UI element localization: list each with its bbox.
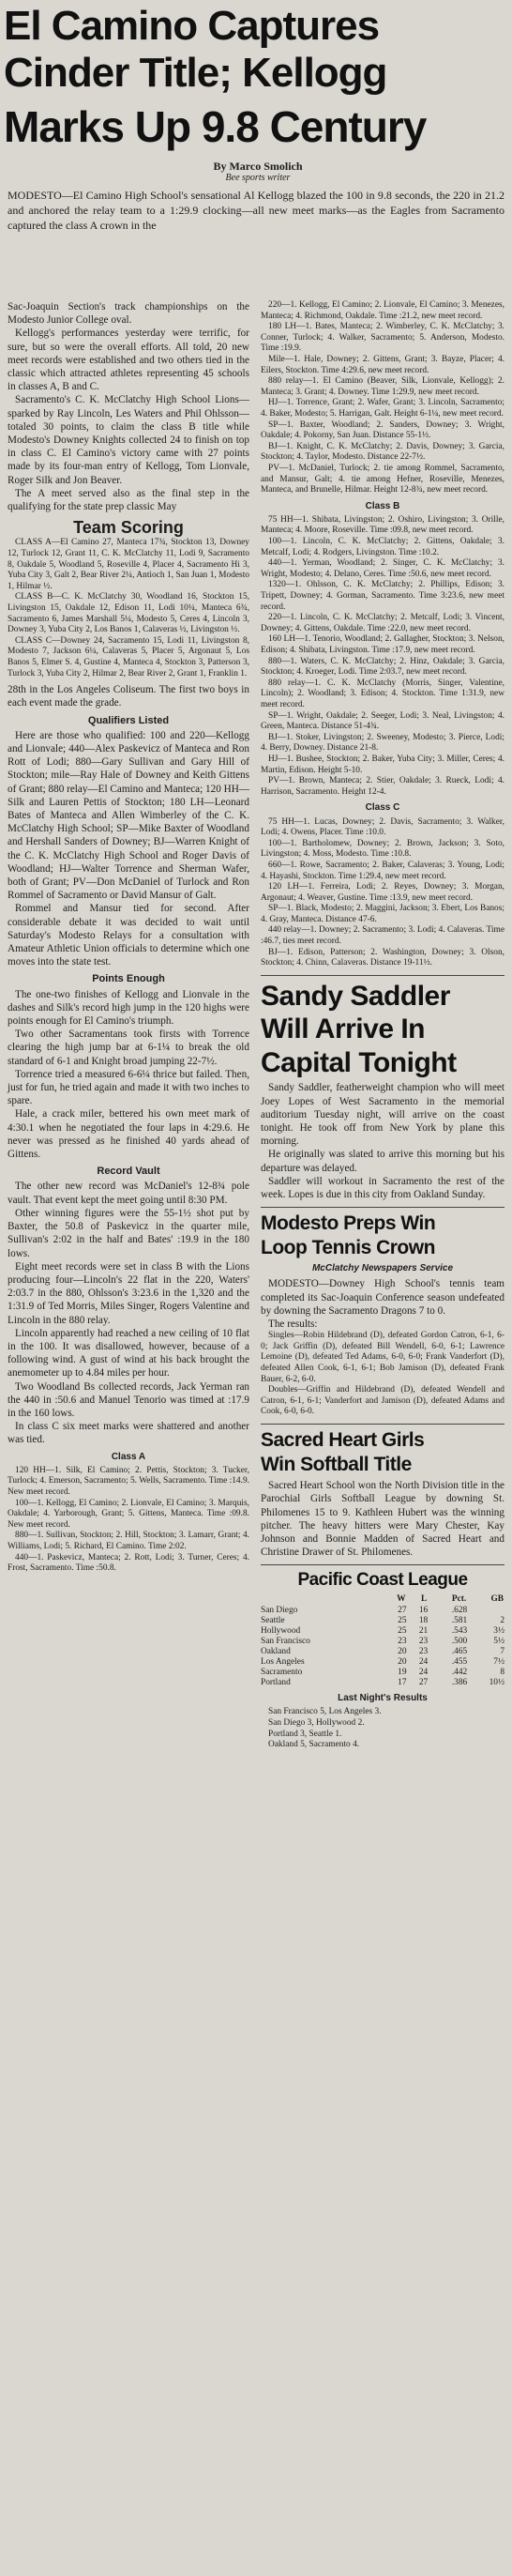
standings-cell: .628: [451, 1606, 468, 1616]
story-paragraph: Sacramento's C. K. McClatchy High School Lions—sparked by Ray Lincoln, Les Waters and Phil Ohlsson—totaled 30 points, to claim the class B title while Modesto's Downey Knights collected 24 to finish on top in class C. El Camino's victory came with 27 points made by its four-man entry of Kellogg, Tom Lionvale, Roger Silk and Jon Beaver.: [8, 394, 249, 486]
standings-cell: 23: [418, 1647, 429, 1657]
result-line: 660—1. Rowe, Sacramento; 2. Baker, Calaveras; 3. Young, Lodi; 4. Hayashi, Stockton. Time 1:29.4, new meet record.: [261, 860, 504, 881]
result-line: HJ—1. Torrence, Grant; 2. Wafer, Grant; 3. Lincoln, Sacramento; 4. Baker, Modesto; 5. Harrigan, Galt. Height 6-1¼, new meet record.: [261, 398, 504, 419]
result-line: 100—1. Lincoln, C. K. McClatchy; 2. Gittens, Oakdale; 3. Metcalf, Lodi; 4. Rodgers, Livingston. Time :10.2.: [261, 537, 504, 557]
standings-cell: 16: [418, 1606, 429, 1616]
team-name: Sacramento: [261, 1668, 303, 1678]
standings-header-row: [261, 1593, 504, 1606]
standings-header: GB: [490, 1594, 504, 1605]
standings-cell: 20: [398, 1657, 407, 1668]
standings-cell: [467, 1606, 504, 1616]
result-line: 75 HH—1. Shibata, Livingston; 2. Oshiro, Livingston; 3. Orille, Manteca; 4. Moore, Roseville. Time :09.8, new meet record.: [261, 514, 504, 536]
result-line: 440 relay—1. Downey; 2. Sacramento; 3. Lodi; 4. Calaveras. Time :46.7, ties meet record.: [261, 925, 504, 947]
softball-headline-1: Sacred Heart Girls: [261, 1429, 425, 1452]
result-line: 120 HH—1. Silk, El Camino; 2. Pettis, Stockton; 3. Tucker, Turlock; 4. Emerson, Sacramento; 5. Wells, Sacramento. Time :14.9. New meet record.: [8, 1465, 249, 1497]
standings-table: [261, 1593, 504, 1688]
standings-cell: 5½: [493, 1637, 504, 1647]
standings-cell: 23: [418, 1637, 429, 1647]
standings-cell: 21: [418, 1626, 429, 1637]
standings-cell: 19: [398, 1668, 407, 1678]
standings-cell: .500: [451, 1637, 468, 1647]
team-name: San Francisco: [261, 1637, 310, 1647]
standings-cell: 25: [398, 1626, 407, 1637]
result-line: HJ—1. Bushee, Stockton; 2. Baker, Yuba City; 3. Miller, Ceres; 4. Martin, Edison. Height 5-10.: [261, 754, 504, 775]
tennis-headline-2: Loop Tennis Crown: [261, 1237, 435, 1259]
result-line: SP—1. Black, Modesto; 2. Maggini, Jackson; 3. Ebert, Los Banos; 4. Gray, Manteca. Distance 47-6.: [261, 904, 504, 924]
result-line: 120 LH—1. Ferreira, Lodi; 2. Reyes, Downey; 3. Morgan, Argonaut; 4. Weaver, Gustine. Time :13.9, new meet record.: [261, 882, 504, 903]
result-line: 880—1. Sullivan, Stockton; 2. Hill, Stockton; 3. Lamarr, Grant; 4. Williams, Lodi; 5. Richard, El Camino. Time 2:02.: [8, 1531, 249, 1551]
team-name: San Diego: [261, 1606, 298, 1616]
team-scoring-class-b: CLASS B—C. K. McClatchy 30, Woodland 16, Stockton 15, Livingston 15, Oakdale 12, Edison 11, Lodi 10¼, Manteca 6¾, Sacramento 6, James Marshall 5¼, Modesto 5, Ceres 4, Lincoln 3, Downey 3, Yuba City 2, Los Banos 1, Calaveras ½, Livingston ½.: [8, 592, 249, 635]
standings-header: L: [420, 1594, 428, 1605]
subhead-class-c-results: Class C: [365, 802, 400, 814]
result-line: Doubles—Griffin and Hildebrand (D), defeated Wendell and Catron, 6-1, 6-1; Vanderfort and Jamison (D), defeated Adams and Cook, 6-0, 6-0.: [261, 1385, 504, 1417]
story-paragraph: Eight meet records were set in class B with the Lions producing four—Lincoln's 22 flat in the 220, Waters' 2:03.7 in the 880, Ohlsson's 3:23.6 in the 1,320 and the 1:31.9 of Ted Morris, Miles Singer, Rogers Valentine and Lincoln in the 880 relay.: [8, 1260, 249, 1326]
result-line: 220—1. Lincoln, C. K. McClatchy; 2. Metcalf, Lodi; 3. Vincent, Downey; 4. Gittens, Oakdale. Time :22.0, new meet record.: [261, 613, 504, 633]
game-result: Portland 3, Seattle 1.: [268, 1729, 342, 1739]
standings-cell: 24: [418, 1668, 429, 1678]
result-line: 75 HH—1. Lucas, Downey; 2. Davis, Sacramento; 3. Walker, Lodi; 4. Owens, Placer. Time :10.0.: [261, 816, 504, 838]
standings-cell: 8: [500, 1668, 504, 1678]
standings-cell: 17: [398, 1678, 407, 1688]
standings-cell: 7½: [493, 1657, 504, 1668]
standings-cell: 25: [398, 1616, 407, 1626]
standings-header: W: [397, 1594, 406, 1605]
team-name: Hollywood: [261, 1626, 301, 1637]
story-paragraph: Two Woodland Bs collected records, Jack Yerman ran the 440 in :50.6 and Manuel Tenorio was timed at :17.9 in the 160 lows.: [8, 1380, 249, 1419]
story-paragraph: He originally was slated to arrive this morning but his departure was delayed.: [261, 1149, 504, 1174]
story-column-left: [8, 300, 249, 1575]
standings-cell: .442: [451, 1668, 468, 1678]
subhead-record-vault: Record Vault: [97, 1166, 160, 1178]
headline-line-3: Marks Up 9.8 Century: [4, 102, 427, 151]
game-result: San Diego 3, Hollywood 2.: [268, 1718, 365, 1729]
standings-row: [261, 1657, 504, 1668]
standings-cell: .581: [451, 1616, 468, 1626]
result-line: 100—1. Bartholomew, Downey; 2. Brown, Jackson; 3. Soto, Livingston; 4. Moss, Modesto. Time :10.8.: [261, 838, 504, 860]
divider: [261, 1207, 504, 1208]
standings-cell: .465: [451, 1647, 468, 1657]
divider: [261, 975, 504, 976]
divider: [261, 1564, 504, 1565]
divider: [261, 1424, 504, 1425]
story-paragraph: 28th in the Los Angeles Coliseum. The first two boys in each event made the grade.: [8, 684, 249, 709]
standings-row: [261, 1626, 504, 1637]
result-line: Singles—Robin Hildebrand (D), defeated Gordon Catron, 6-1, 6-0; Jack Griffin (D), defeated Bill Wendell, 6-0, 6-1; Lawrence Lemoine (D), defeated Ted Adams, 6-0, 6-0; Frank Vanderfort (D), defeated Allen Cook, 6-1, 6-1; Bob Jamison (D), defeated Frank Bauer, 6-2, 6-0.: [261, 1331, 504, 1384]
story-paragraph: Torrence tried a measured 6-6¼ thrice but failed. Then, just for fun, he tried again and made it with two inches to spare.: [8, 1068, 249, 1107]
game-result: San Francisco 5, Los Angeles 3.: [268, 1707, 382, 1717]
tennis-headline-1: Modesto Preps Win: [261, 1212, 436, 1235]
saddler-headline-1: Sandy Saddler: [261, 980, 450, 1012]
result-line: 880 relay—1. El Camino (Beaver, Silk, Lionvale, Kellogg); 2. Manteca; 3. Grant; 4. Downey. Time 1:29.9, new meet record.: [261, 376, 504, 397]
standings-row: [261, 1616, 504, 1626]
story-paragraph: Other winning figures were the 55-1½ shot put by Baxter, the 50.8 of Paskevicz in the quarter mile, Sullivan's 2:02 in the half and Bates' :19.9 in the 180 lows.: [8, 1207, 249, 1259]
standings-cell: 20: [398, 1647, 407, 1657]
standings-cell: 27: [418, 1678, 429, 1688]
story-paragraph: Kellogg's performances yesterday were terrific, for sure, but so were the overall efforts. All told, 20 new meet records were established and two others tied in the classic which attracted athletes representing 45 schools in classes A, B and C.: [8, 328, 249, 393]
story-paragraph: The results:: [268, 1318, 318, 1331]
pcl-standings: [261, 1571, 504, 1751]
standings-header: Pct.: [451, 1594, 467, 1605]
result-line: 440—1. Yerman, Woodland; 2. Singer, C. K. McClatchy; 3. Wright, Modesto; 4. Delano, Ceres. Time :50.6, new meet record.: [261, 558, 504, 579]
story-paragraph: Here are those who qualified: 100 and 220—Kellogg and Lionvale; 440—Alex Paskevicz of Manteca and Ron Rott of Lodi; 880—Gary Sullivan and Gary Hill of Stockton; mile—Ray Hale of Downey and Keith Gittens of Grant; 880 relay—El Camino and Manteca; 120 HH—Silk and Lauren Pettis of Stockton; 180 LH—Leonard Bates of Manteca and Allen Wimberley of the C. K. McClatchy High School; SP—Mike Baxter of Woodland and Hershall Sanders of Downey; BJ—Warren Knight of the C. K. McClatchy High School and Roger Davis of Woodland; HJ—Walter Torrence and Sherman Wafer, both of Grant; PV—Don McDaniel of Turlock and Ron Rommel of Sacramento or David Mansur of Galt.: [8, 729, 249, 902]
result-line: SP—1. Wright, Oakdale; 2. Seeger, Lodi; 3. Neal, Livingston; 4. Green, Manteca. Distance 51-4¾.: [261, 710, 504, 732]
result-line: BJ—1. Edison, Patterson; 2. Washington, Downey; 3. Olson, Stockton; 4. Chinn, Calaveras. Distance 19-11½.: [261, 947, 504, 968]
story-paragraph: Saddler will workout in Sacramento the rest of the week. Lopes is due in this city from Oakland Sunday.: [261, 1175, 504, 1200]
result-line: BJ—1. Knight, C. K. McClatchy; 2. Davis, Downey; 3. Garcia, Stockton; 4. Taylor, Modesto. Distance 22-7½.: [261, 441, 504, 463]
story-paragraph: Rommel and Mansur tied for second. After considerable debate it was decided to wait until Saturday's Modesto Relays for a consultation with Amateur Athletic Union officials to determine which one moves into the state test.: [8, 903, 249, 968]
game-result: Oakland 5, Sacramento 4.: [268, 1740, 360, 1750]
standings-cell: 10½: [489, 1678, 504, 1688]
standings-cell: 24: [418, 1657, 429, 1668]
results-subhead: Last Night's Results: [338, 1693, 428, 1704]
result-line: 180 LH—1. Bates, Manteca; 2. Wimberley, C. K. McClatchy; 3. Conner, Turlock; 4. Walker, Sacramento; 5. Anderson, Modesto. Time :19.9.: [261, 322, 504, 354]
team-name: Oakland: [261, 1647, 291, 1657]
result-line: PV—1. McDaniel, Turlock; 2. tie among Rommel, Sacramento, and Mansur, Galt; 4. tie among Hefner, Roseville, Menezes, Manteca, and Brunelle, Hilmar. Height 12-8¾, new meet record.: [261, 463, 504, 495]
standings-header: [261, 1593, 381, 1606]
result-line: 440—1. Paskevicz, Manteca; 2. Rott, Lodi; 3. Turner, Ceres; 4. Frost, Sacramento. Time :50.8.: [8, 1552, 249, 1574]
story-paragraph: Hale, a crack miler, bettered his own meet mark of 4:30.1 when he negotiated the four laps in 4:29.6. He never was pressed as he finished 40 yards ahead of Gittens.: [8, 1108, 249, 1161]
result-line: PV—1. Brown, Manteca; 2. Stier, Oakdale; 3. Rueck, Lodi; 4. Harrison, Sacramento. Height 12-4.: [261, 776, 504, 797]
standings-cell: 3½: [493, 1626, 504, 1637]
result-line: 1320—1. Ohlsson, C. K. McClatchy; 2. Phillips, Edison; 3. Tripett, Downey; 4. Gorman, Sacramento. Time 3:23.6, new meet record.: [261, 580, 504, 612]
subhead-points-enough: Points Enough: [92, 973, 165, 985]
standings-cell: .386: [451, 1678, 468, 1688]
story-paragraph: Sacred Heart School won the North Division title in the Parochial Girls Softball League by downing St. Philomenes 15 to 9. Kathleen Hubert was the winning pitcher. The heavy hitters were Mary Chester, Kay Johnson and Bonnie Madden of Sacred Heart and Christine Drawer of St. Philomenes.: [261, 1480, 504, 1559]
headline-line-2: Cinder Title; Kellogg: [4, 50, 387, 96]
byline-role: Bee sports writer: [225, 173, 291, 183]
result-line: 160 LH—1. Tenorio, Woodland; 2. Gallagher, Stockton; 3. Nelson, Edison; 4. Shibata, Livingston. Time :17.9, new meet record.: [261, 634, 504, 656]
standings-row: [261, 1647, 504, 1657]
team-name: Seattle: [261, 1616, 285, 1626]
softball-headline-2: Win Softball Title: [261, 1454, 412, 1476]
team-scoring-class-c: CLASS C—Downey 24, Sacramento 15, Lodi 11, Livingston 8, Modesto 7, Jackson 6¼, Calaveras 5, Placer 5, Argonaut 5, Los Banos 5, Elmer S. 4, Gustine 4, Manteca 4, Stockton 3, Patterson 3, Turlock 3, Yuba City 2, Hilmar 2, Bear River 2, Grant 1, Franklin 1.: [8, 635, 249, 678]
tennis-service-line: McClatchy Newspapers Service: [311, 1263, 454, 1274]
result-line: 100—1. Kellogg, El Camino; 2. Lionvale, El Camino; 3. Marquis, Oakdale; 4. Yarborough, Grant; 5. Gittens, Manteca. Time :09.8. New meet record.: [8, 1498, 249, 1530]
story-paragraph: MODESTO—Downey High School's tennis team completed its Sac-Joaquin Conference season undefeated by downing the Sacramento Dragons 7 to 0.: [261, 1278, 504, 1317]
story-paragraph: The other new record was McDaniel's 12-8¾ pole vault. That event kept the meet going until 8:30 PM.: [8, 1181, 249, 1206]
tennis-story: [261, 1213, 504, 1418]
standings-row: [261, 1678, 504, 1688]
saddler-headline-3: Capital Tonight: [261, 1046, 457, 1078]
pcl-headline: Pacific Coast League: [297, 1570, 468, 1591]
saddler-headline-2: Will Arrive In: [261, 1014, 425, 1045]
standings-body: [261, 1606, 504, 1688]
standings-cell: 23: [398, 1637, 407, 1647]
story-paragraph: Sandy Saddler, featherweight champion who will meet Joey Lopes of West Sacramento in the memorial auditorium Tuesday night, will arrive on the coast tonight. He took off from New York by plane this morning.: [261, 1082, 504, 1148]
standings-cell: 18: [418, 1616, 429, 1626]
story-lede: MODESTO—El Camino High School's sensational Al Kellogg blazed the 100 in 9.8 seconds, the 220 in 21.2 and anchored the relay team to a 1:29.9 clocking—all new meet marks—as the Eagles from Sacramento captured the class A crown in the: [8, 189, 504, 232]
standings-row: [261, 1637, 504, 1647]
result-line: Mile—1. Hale, Downey; 2. Gittens, Grant; 3. Bayze, Placer; 4. Eilers, Stockton. Time 4:29.6, new meet record.: [261, 354, 504, 375]
game-results: [261, 1707, 504, 1750]
story-paragraph: Two other Sacramentans took firsts with Torrence clearing the high jump bar at 6-1¼ to break the old standard of 6-1 and Knight broad jumping 22-7½.: [8, 1029, 249, 1067]
standings-cell: 27: [398, 1606, 407, 1616]
team-name: Portland: [261, 1678, 291, 1688]
standings-row: [261, 1606, 504, 1616]
story-paragraph: The one-two finishes of Kellogg and Lionvale in the dashes and Silk's record high jump in the 120 highs were points enough for El Camino's triumph.: [8, 988, 249, 1028]
result-line: 220—1. Kellogg, El Camino; 2. Lionvale, El Camino; 3. Menezes, Manteca; 4. Richmond, Oakdale. Time :21.2, new meet record.: [261, 300, 504, 321]
story-paragraph: In class C six meet marks were shattered and another was tied.: [8, 1421, 249, 1446]
subhead-qualifiers: Qualifiers Listed: [87, 714, 170, 726]
story-paragraph: The A meet served also as the final step in the qualifying for the state prep classic May: [8, 487, 249, 513]
headline-line-1: El Camino Captures: [4, 3, 380, 49]
softball-story: [261, 1430, 504, 1559]
result-line: SP—1. Baxter, Woodland; 2. Sanders, Downey; 3. Wright, Oakdale; 4. Pokorny, San Juan. Distance 55-1½.: [261, 419, 504, 441]
subhead-class-b-results: Class B: [365, 500, 400, 511]
results-class-a-b: [261, 300, 504, 969]
result-line: 880 relay—1. C. K. McClatchy (Morris, Singer, Valentine, Lincoln); 2. Woodland; 3. Edison; 4. Stockton. Time 1:31.9, new meet record.: [261, 678, 504, 709]
standings-cell: .543: [451, 1626, 468, 1637]
standings-cell: .455: [451, 1657, 468, 1668]
story-column-right: [261, 300, 504, 1751]
result-line: 880—1. Waters, C. K. McClatchy; 2. Hinz, Oakdale; 3. Garcia, Stockton; 4. Kroeger, Lodi. Time 2:03.7, new meet record.: [261, 656, 504, 678]
team-name: Los Angeles: [261, 1657, 305, 1668]
subhead-team-scoring: Team Scoring: [73, 518, 184, 538]
standings-cell: 7: [500, 1647, 504, 1657]
standings-cell: 2: [500, 1616, 504, 1626]
subhead-class-a-results: Class A: [111, 1451, 146, 1462]
story-paragraph: Sac-Joaquin Section's track championships on the Modesto Junior College oval.: [8, 301, 249, 327]
standings-row: [261, 1668, 504, 1678]
result-line: BJ—1. Stoker, Livingston; 2. Sweeney, Modesto; 3. Pierce, Lodi; 4. Berry, Downey. Distance 21-8.: [261, 732, 504, 754]
team-scoring-class-a: CLASS A—El Camino 27, Manteca 17¾, Stockton 13, Downey 12, Turlock 12, Grant 11, C. K. McClatchy 11, Lodi 9, Sacramento 8, Oakdale 5, Woodland 5, Roseville 4, Placer 4, Sacramento Hi 3, Yuba City 3, Galt 2, Bear River 2¼, Antioch 1, San Juan 1, Modesto 1, Hilmar ½.: [8, 538, 249, 591]
story-paragraph: Lincoln apparently had reached a new ceiling of 10 flat in the 100. It was disallowed, however, because of a following wind. A gust of wind at his back brought the anemometer up to 4.84 miles per hour.: [8, 1327, 249, 1379]
saddler-story: [261, 982, 504, 1201]
byline: By Marco Smolich: [213, 160, 303, 173]
